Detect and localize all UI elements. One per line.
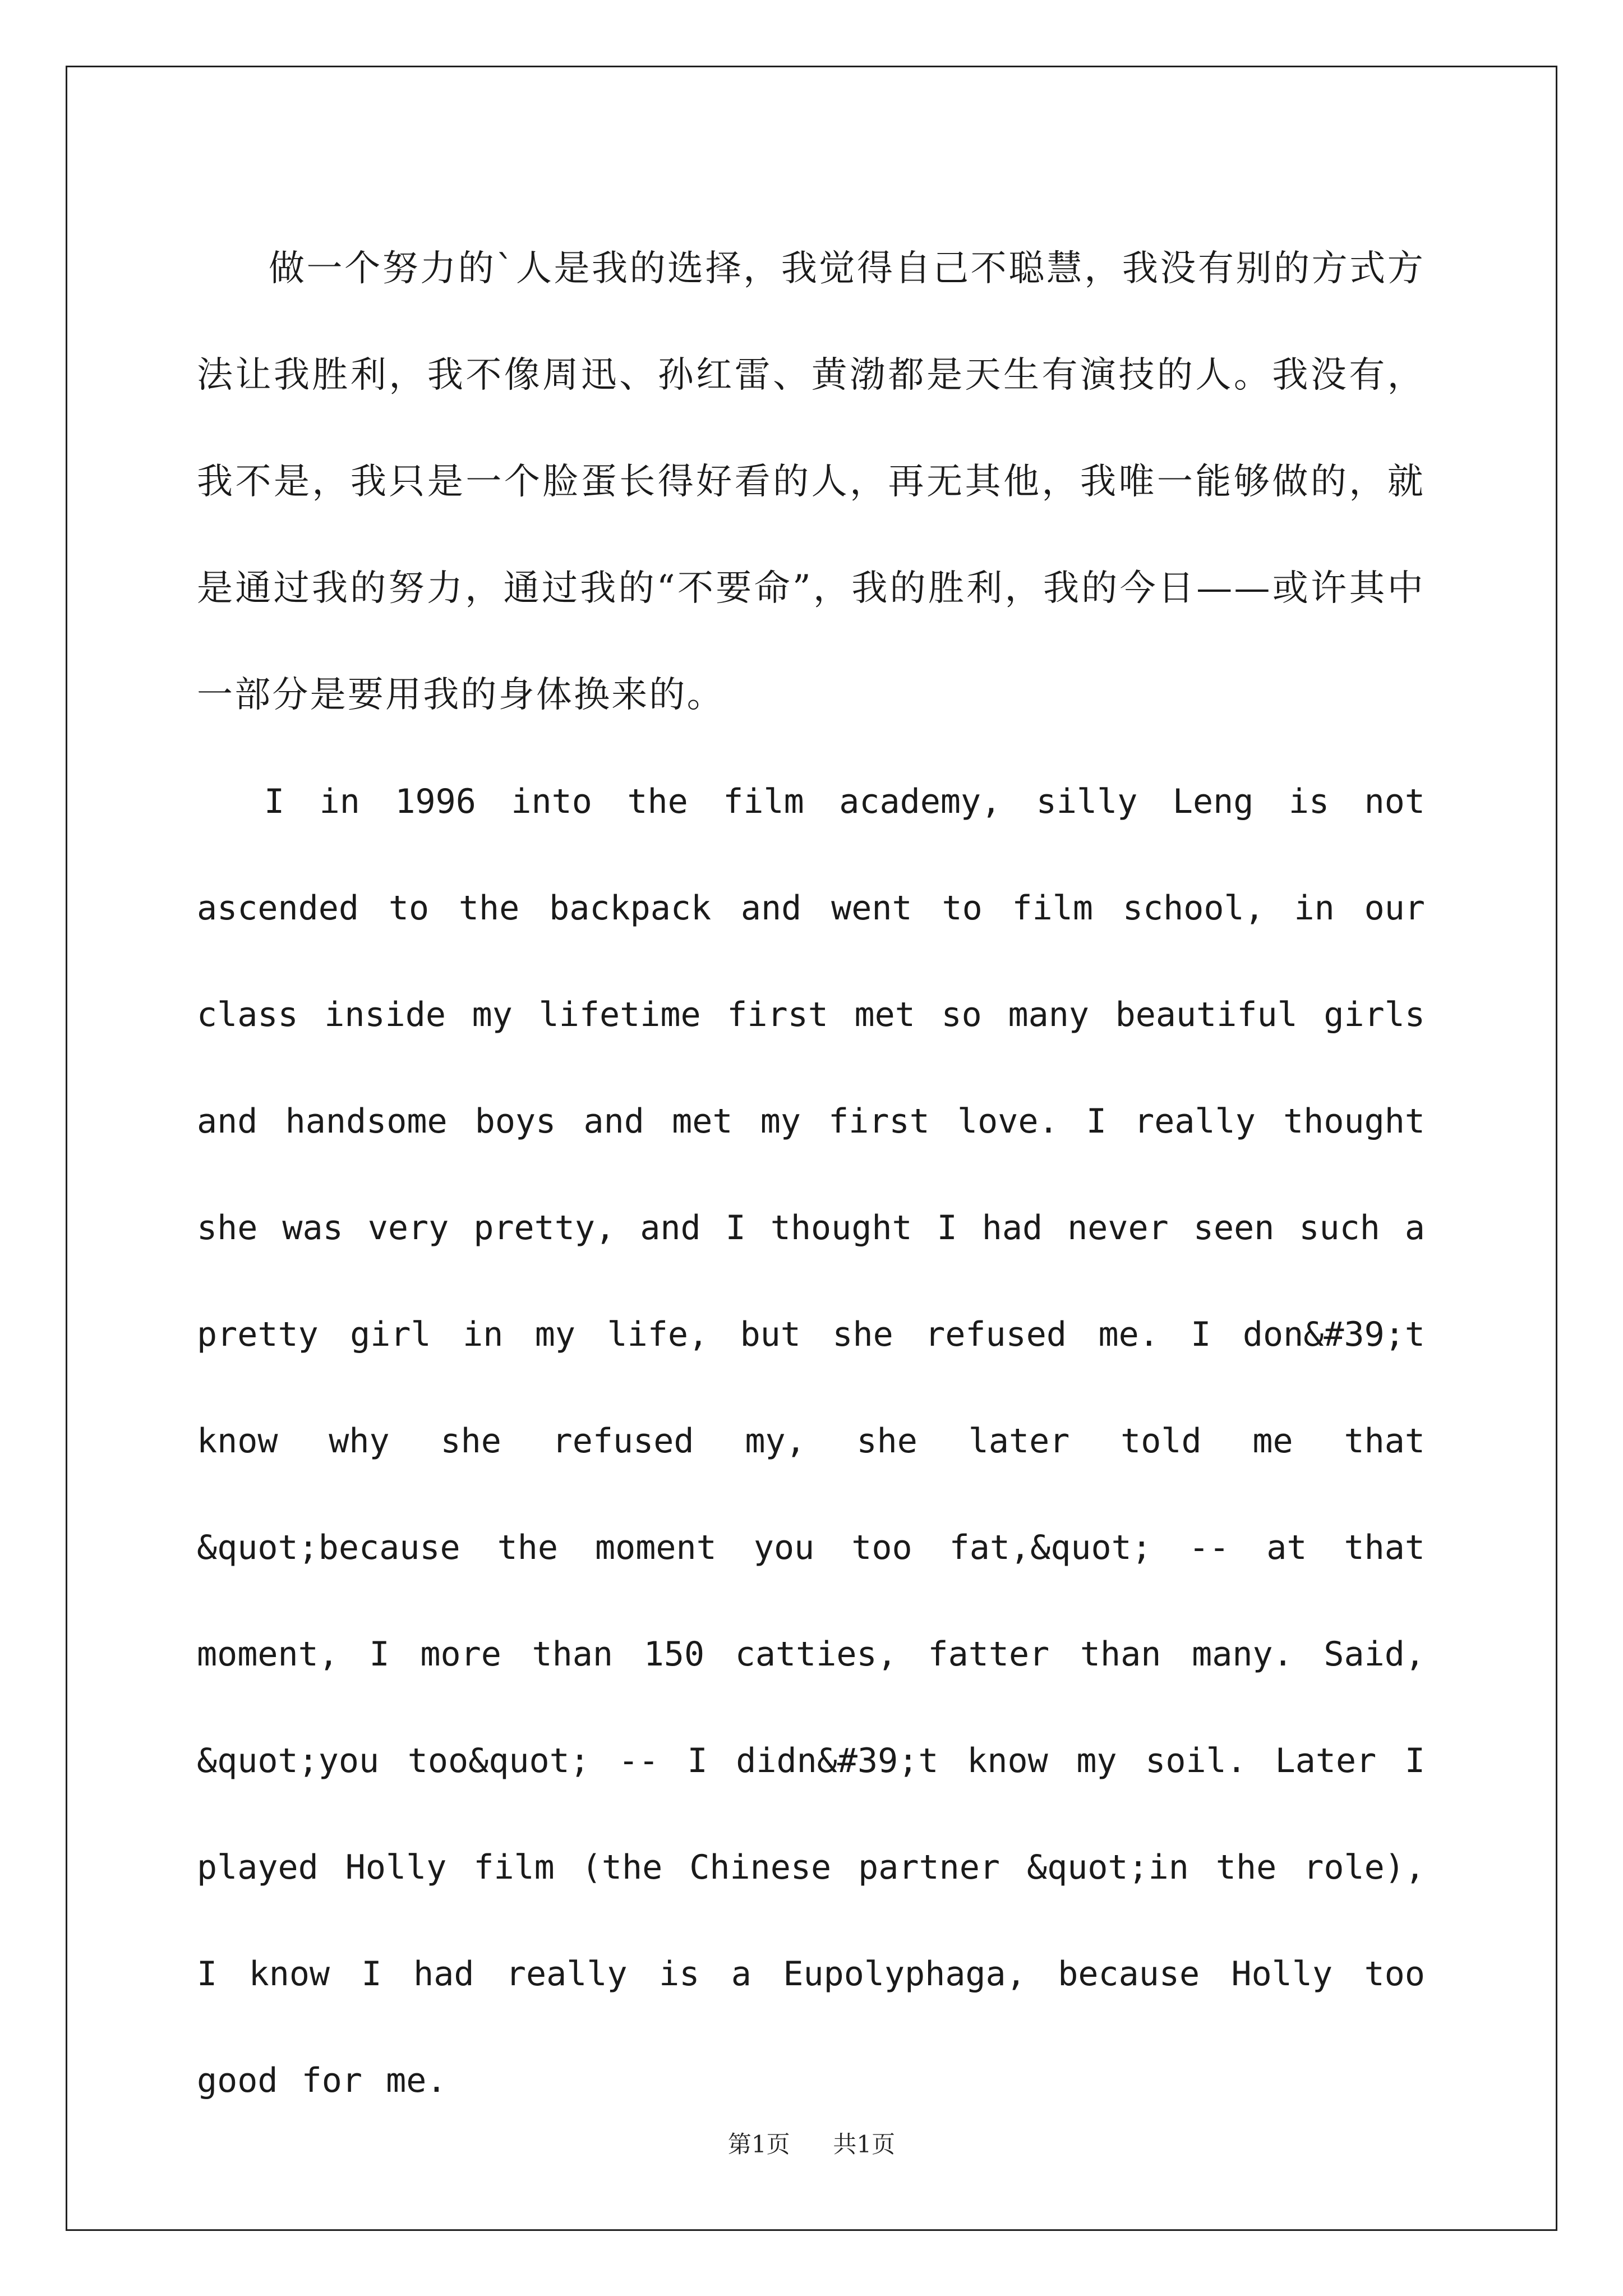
page-number: 第1页 bbox=[727, 2131, 790, 2158]
paragraph-english: I in 1996 into the film academy, silly Leng is not ascended to the backpack and went to film school, in our class inside my lifetime first met so many beautiful girls and handsome boys and met my first love. I really thought she was very pretty, and I thought I had never seen such a pretty girl in my life, but she refused me. I don&#39;t know why she refused my, she later told me that &quot;because the moment you too fat,&quot; -- at that moment, I more than 150 catties, fatter than many. Said, &quot;you too&quot; -- I didn&#39;t know my soil. Later I played Holly film (the Chinese partner &quot;in the role), I know I had really is a Eupolyphaga, because Holly too good for me. bbox=[197, 782, 1425, 2100]
document-body bbox=[197, 215, 1425, 2134]
paragraph-chinese: 做一个努力的`人是我的选择，我觉得自己不聪慧，我没有别的方式方法让我胜利，我不像周迅、孙红雷、黄渤都是天生有演技的人。我没有，我不是，我只是一个脸蛋长得好看的人，再无其他，我唯一能够做的，就是通过我的努力，通过我的“不要命”，我的胜利，我的今日——或许其中一部分是要用我的身体换来的。 bbox=[197, 248, 1425, 716]
page-footer bbox=[0, 2126, 1623, 2160]
total-pages: 共1页 bbox=[833, 2131, 896, 2158]
